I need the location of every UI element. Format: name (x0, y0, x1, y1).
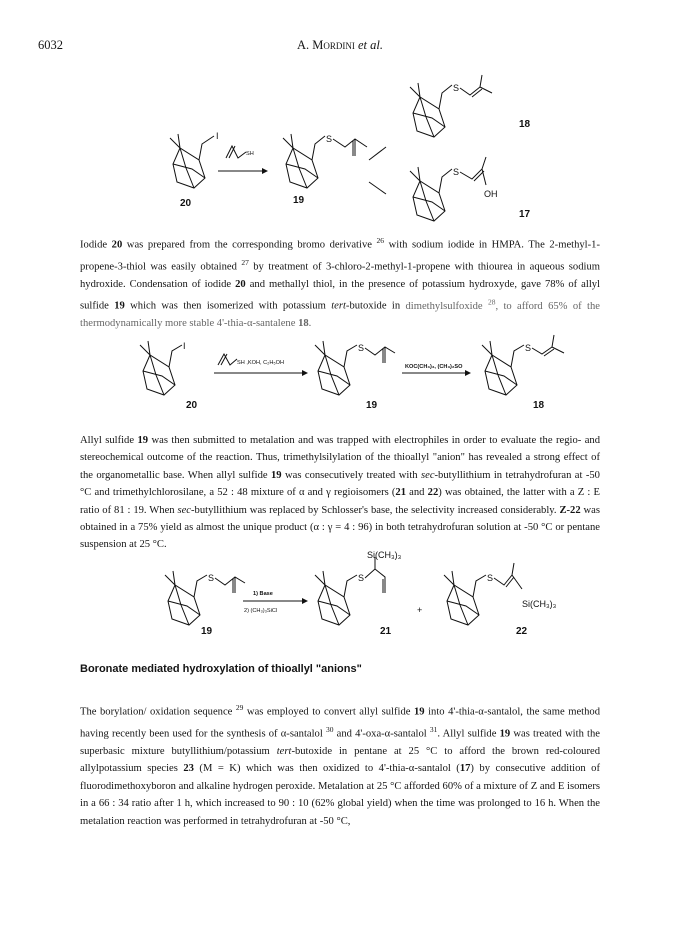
compound-22-structure (444, 563, 522, 625)
sulfur-atom: S (208, 573, 215, 583)
trimethylsilyl-alpha: Si(CH₃)₃ (367, 550, 402, 560)
arrow-down-right (369, 182, 386, 194)
arrow-up-right (369, 147, 386, 160)
paragraph-3: The borylation/ oxidation sequence $^{29}$ was employed to convert allyl sulfide 19 into 4'-thia-α-santalol, the same method having recently been used for the synthesis of α-santalol $^{30}$ and 4'-oxa-α-santalol $^{31}$. Allyl sulfide 19 was treated with the superbasic mixture butyllithium/potassium tert-butoxide in pentane at 25 °C to afford the brown red-coloured allylpotassium species 23 (M = K) which was then oxidized to 4'-thia-α-santalol (17) by consecutive addition of fluorodimethoxyboron and alkaline hydrogen peroxide. Metalation at 25 °C afforded 60% of a mixture of Z and E isomers in a 66 : 34 ratio after 1 h, which increased to 90 : 10 (62% global yield) when the time was prolonged to 16 h. When the metalation reaction was performed in tetrahydrofuran at -50 °C, (80, 703, 601, 827)
sulfur-atom: S (326, 134, 333, 144)
trimethylsilyl-gamma: Si(CH₃)₃ (522, 599, 557, 609)
sulfur-atom: S (525, 343, 532, 353)
compound-17-structure (410, 157, 498, 221)
compound-21-structure (315, 557, 385, 625)
compound-label-17: 17 (519, 209, 531, 220)
compound-20-structure (170, 131, 219, 188)
arrowhead-icon (465, 370, 471, 376)
plus-sign: + (417, 605, 423, 615)
sulfur-atom: S (453, 83, 460, 93)
iodine-atom: I (216, 131, 219, 141)
compound-label-22: 22 (516, 626, 528, 637)
reagent-2: KOC(CH₃)₃, (CH₃)₂SO (405, 364, 463, 370)
methallyl-thiol-structure (218, 354, 237, 365)
compound-label-18: 18 (519, 119, 531, 130)
compound-label-19: 19 (201, 626, 213, 637)
compound-label-20: 20 (180, 198, 192, 209)
section-heading: Boronate mediated hydroxylation of thioallyl "anions" (80, 663, 362, 675)
faded-text-line: dimethylsulfoxide $^{28}$, to afford 65% of the thermodynamically more stable 4'-thia-α-santalene 18. (80, 297, 600, 330)
hydroxyl-group: OH (484, 189, 498, 199)
paragraph-2: Allyl sulfide 19 was then submitted to metalation and was trapped with electrophiles in order to evaluate the regio- and stereochemical outcome of the reaction. Thus, trimethylsilylation of the thioallyl "anion" has revealed a strong effect of the organometallic base. When allyl sulfide 19 was consecutively treated with sec-butyllithium in tetrahydrofuran at -50 °C and trimethylchlorosilane, a 52 : 48 mixture of α and γ regioisomers (21 and 22) was obtained, the latter with a Z : E ratio of 81 : 19. When sec-butyllithium was replaced by Schlosser's base, the selectivity increased considerably. Z-22 was obtained in a 75% yield as almost the unique product (α : γ = 4 : 96) in both tetrahydrofuran solution at -50 °C or pentane suspension at 25 °C. (80, 435, 601, 551)
compound-18-structure (410, 75, 492, 137)
scheme-2 (0, 335, 680, 415)
reagent-base: 1) Base (253, 591, 273, 597)
scheme-3 (0, 545, 680, 665)
compound-18-structure (482, 335, 564, 395)
arrowhead-icon (262, 168, 268, 174)
author-name: A. Mordini (296, 38, 355, 52)
compound-19-structure (165, 571, 245, 625)
compound-label-21: 21 (380, 626, 392, 637)
paragraph-1: Iodide 20 was prepared from the corresponding bromo derivative $^{26}$ with sodium iodide in HMPA. The 2-methyl-1-propene-3-thiol was easily obtained $^{27}$ by treatment of 3-chloro-2-methyl-1-propene with thiourea in aqueous sodium hydroxide. Condensation of iodide 20 and methallyl thiol, in the presence of potassium hydroxyde, gave 78% of allyl sulfide 19 which was then isomerized with potassium tert-butoxide in dimethylsulfoxide $^{28}$, to afford 65% of the thermodynamically more stable 4'-thia-α-santalene 18. (80, 236, 600, 330)
scheme-1 (0, 0, 680, 230)
reagent-silyl-chloride: 2) (CH₃)₃SiCl (244, 608, 278, 614)
sulfur-atom: S (358, 343, 365, 353)
page-number: 6032 (38, 38, 63, 52)
sulfur-atom: S (487, 573, 494, 583)
reagent-1: SH ,KOH, C₂H₅OH (237, 360, 285, 366)
compound-label-19: 19 (293, 195, 305, 206)
compound-label-19: 19 (366, 400, 378, 411)
arrowhead-icon (302, 370, 308, 376)
iodine-atom: I (183, 341, 186, 351)
compound-20-structure (140, 341, 186, 395)
compound-19-structure (315, 341, 395, 395)
compound-label-18: 18 (533, 400, 545, 411)
et-al: et al. (358, 38, 383, 52)
reagent-sh: SH (246, 151, 254, 157)
compound-19-structure (283, 134, 367, 188)
arrowhead-icon (302, 598, 308, 604)
sulfur-atom: S (358, 573, 365, 583)
methallyl-thiol-structure (226, 146, 246, 158)
compound-label-20: 20 (186, 400, 198, 411)
sulfur-atom: S (453, 167, 460, 177)
